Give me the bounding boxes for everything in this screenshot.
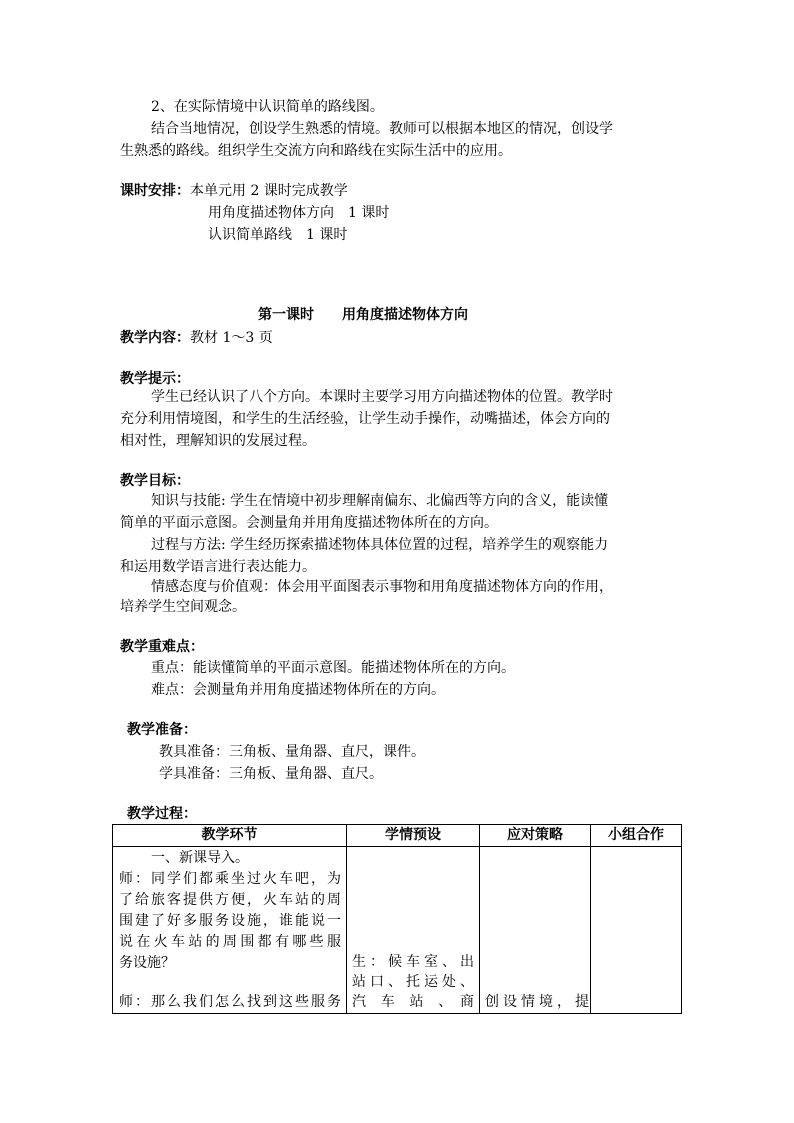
hint-line: 相对性，理解知识的发展过程。: [120, 433, 316, 449]
process-table: [112, 824, 682, 1014]
key-line: 难点：会测量角并用角度描述物体所在的方向。: [151, 682, 445, 698]
cell-line: 生：候车室、出: [352, 954, 474, 970]
goals-line: 情感态度与价值观：体会用平面图表示事物和用角度描述物体方向的作用，: [151, 579, 613, 595]
table-header-cell: 应对策略: [480, 825, 591, 847]
lesson-title: 第一课时 用角度描述物体方向: [258, 307, 468, 323]
schedule-item-1: 用角度描述物体方向 1 课时: [208, 205, 390, 221]
cell-line: 务设施？: [119, 955, 175, 971]
cell-line: 师：那么我们怎么找到这些服务: [119, 994, 341, 1010]
cell-line: 围建了好多服务设施，谁能说一: [119, 913, 341, 929]
hint-line: 学生已经认识了八个方向。本课时主要学习用方向描述物体的位置。教学时: [151, 389, 613, 405]
cell-line: 师：同学们都乘坐过火车吧，为: [119, 871, 341, 887]
hint-label: 教学提示：: [120, 371, 190, 387]
table-header-cell: 教学环节: [113, 825, 347, 847]
goals-line: 和运用数学语言进行表达能力。: [120, 559, 316, 575]
prep-label: 教学准备：: [127, 722, 197, 738]
cell-line: 站口、托运处、: [352, 974, 474, 990]
content-text: 教材 1～3 页: [190, 330, 273, 346]
goals-line: 过程与方法: 学生经历探索描述物体具体位置的过程，培养学生的观察能力: [151, 537, 609, 553]
goals-label: 教学目标：: [120, 473, 190, 489]
cell-line: 了给旅客提供方便，火车站的周: [119, 892, 341, 908]
key-label: 教学重难点：: [120, 639, 204, 655]
schedule-item-2: 认识简单路线 1 课时: [208, 227, 348, 243]
cell-line: 创设情境，提: [485, 994, 589, 1010]
intro-line-2: 结合当地情况，创设学生熟悉的情境。教师可以根据本地区的情况，创设学: [151, 121, 613, 137]
schedule-text: 本单元用 2 课时完成教学: [190, 183, 348, 199]
student-prediction-cell: [347, 847, 480, 1014]
schedule-label: 课时安排：: [120, 183, 190, 199]
goals-line: 知识与技能: 学生在情境中初步理解南偏东、北偏西等方向的含义，能读懂: [151, 493, 609, 509]
intro-line-1: 2、在实际情境中认识简单的路线图。: [151, 99, 384, 115]
group-work-cell: [591, 847, 682, 1014]
goals-line: 简单的平面示意图。会测量角并用角度描述物体所在的方向。: [120, 515, 498, 531]
table-header-cell: 小组合作: [591, 825, 682, 847]
process-label: 教学过程：: [127, 806, 197, 822]
cell-line: 说在火车站的周围都有哪些服: [119, 934, 341, 950]
prep-line: 教具准备：三角板、量角器、直尺，课件。: [159, 744, 425, 760]
teaching-step-cell: [113, 847, 347, 1014]
prep-line: 学具准备：三角板、量角器、直尺。: [159, 766, 383, 782]
key-line: 重点：能读懂简单的平面示意图。能描述物体所在的方向。: [151, 660, 515, 676]
content-row: [120, 327, 273, 349]
content-label: 教学内容：: [120, 330, 190, 346]
schedule-row: [120, 180, 348, 202]
table-header-row: [113, 825, 682, 847]
table-row: [113, 847, 682, 1014]
table-header-cell: 学情预设: [347, 825, 480, 847]
intro-line-3: 生熟悉的路线。组织学生交流方向和路线在实际生活中的应用。: [120, 143, 512, 159]
cell-line: 汽 车 站 、 商: [352, 994, 474, 1010]
hint-line: 充分利用情境图，和学生的生活经验，让学生动手操作，动嘴描述，体会方向的: [120, 411, 610, 427]
strategy-cell: [480, 847, 591, 1014]
cell-line: 一、新课导入。: [151, 850, 249, 866]
goals-line: 培养学生空间观念。: [120, 599, 246, 615]
